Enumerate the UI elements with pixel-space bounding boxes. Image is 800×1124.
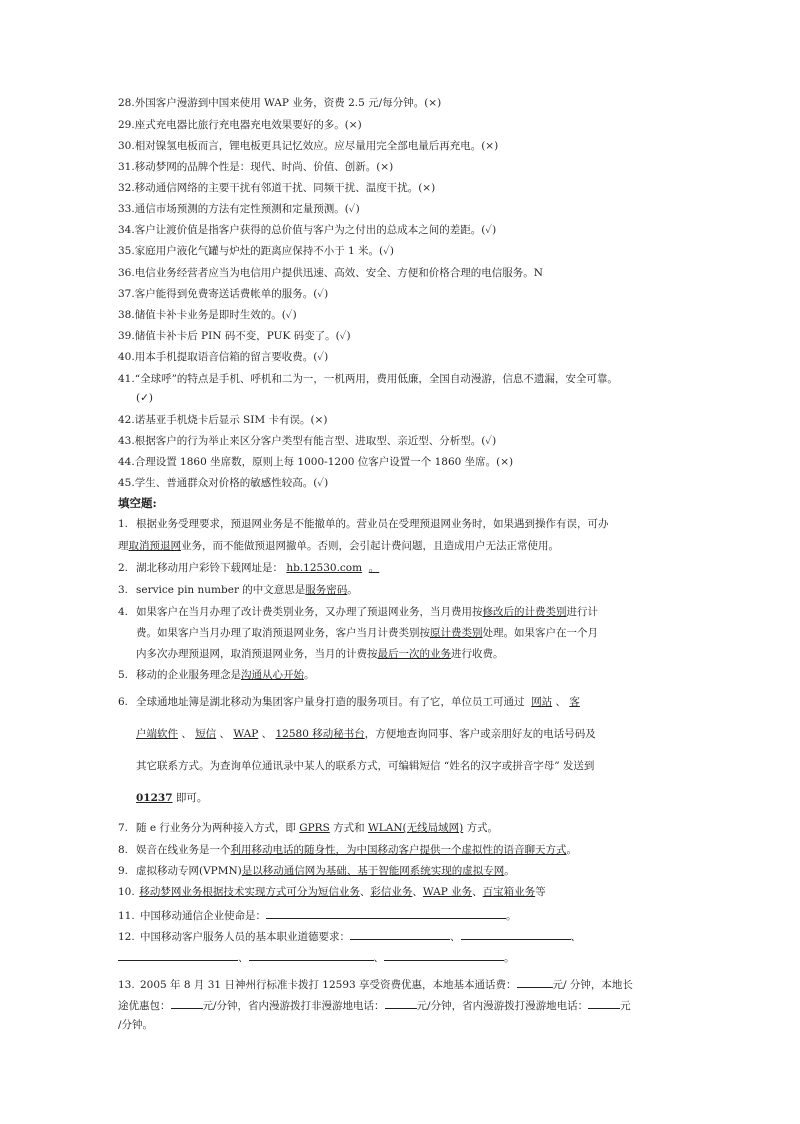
q8-number: 8. — [118, 844, 129, 856]
q11-blank[interactable] — [266, 907, 506, 919]
q10-answer-3: WAP 业务 — [422, 886, 473, 898]
tf-item-41-answer: (✓) — [136, 392, 153, 404]
q12-tail: 。 — [504, 952, 515, 964]
q4-line2 — [136, 626, 688, 640]
q7-text-a: 随 e 行业务分为两种接入方式，即 — [136, 822, 296, 834]
q7-line — [118, 821, 688, 835]
q6-line1: 6. 全球通地址簿是湖北移动为集团客户量身打造的服务项目。有了它，单位员工可通过 网站 、 客 — [118, 696, 580, 708]
q12-sep-3: 、 — [238, 952, 249, 964]
q6-line2: 户端软件 、 短信 、 WAP 、 12580 移动秘书台，方便地查询同事、客户或亲朋好友的电话号码及 — [136, 728, 596, 740]
tf-item-28: 28.外国客户漫游到中国来使用 WAP 业务，资费 2.5 元/每分钟。(×) — [118, 97, 442, 109]
q2-text: 湖北移动用户彩铃下载网址是： — [136, 562, 283, 574]
tf-item-43: 43.根据客户的行为举止来区分客户类型有能言型、进取型、亲近型、分析型。(✓) — [118, 435, 497, 447]
q7-answer-2: WLAN(无线局域网) — [367, 822, 464, 834]
q12-sep-4: 、 — [373, 952, 384, 964]
q8-tail: 。 — [566, 844, 577, 856]
tf-item-34: 34.客户让渡价值是指客户获得的总价值与客户为之付出的总成本之间的差距。(✓) — [118, 224, 497, 236]
q12-text: 中国移动客户服务人员的基本职业道德要求： — [140, 931, 350, 943]
q4-number: 4. — [118, 606, 129, 618]
q6-text-a: 全球通地址簿是湖北移动为集团客户量身打造的服务项目。有了它，单位员工可通过 — [136, 696, 525, 708]
q6-answer-5: 12580 移动秘书台 — [275, 728, 365, 740]
q3-number: 3. — [118, 584, 129, 596]
tf-item-31: 31.移动梦网的品牌个性是：现代、时尚、价值、创新。(×) — [118, 161, 394, 173]
q10-text: 移动梦网业务根据技术实现方式可分为 — [139, 886, 318, 898]
q3-text: service pin number 的中文意思是 — [136, 584, 306, 596]
q11-number: 11. — [118, 910, 135, 922]
q4-text-b: 费。如果客户当月办理了取消预退网业务，客户当月计费类别按 — [136, 627, 430, 639]
q4-line3 — [136, 647, 688, 661]
q1-text-b: 理 — [118, 540, 129, 552]
q8-line — [118, 843, 688, 857]
q4-answer-b: 原计费类别 — [430, 627, 483, 639]
q1-line1 — [118, 517, 688, 531]
q11-tail: 。 — [506, 910, 517, 922]
q6-line3: 其它联系方式。为查询单位通讯录中某人的联系方式，可编辑短信 “姓名的汉字或拼音字母” 发送到 — [136, 760, 595, 772]
q12-blank-4[interactable] — [249, 949, 374, 961]
q4-text-b-rest: 处理。如果客户在一个月 — [482, 627, 598, 639]
q4-answer-a: 修改后的计费类别 — [482, 606, 567, 618]
q6-text-b-rest: ，方便地查询同事、客户或亲朋好友的电话号码及 — [364, 728, 596, 740]
q12-sep-2: 、 — [570, 931, 581, 943]
q2-number: 2. — [118, 562, 129, 574]
q4-text-a-rest: 进行计 — [566, 606, 598, 618]
q2-answer: hb.12530.com — [286, 562, 363, 574]
q13-blank-4[interactable] — [588, 997, 620, 1009]
q13-text-a-tail: 元/ 分钟，本地长 — [552, 979, 633, 991]
tf-item-38: 38.储值卡补卡业务是即时生效的。(✓) — [118, 309, 297, 321]
q5-number: 5. — [118, 669, 129, 681]
q13-text-a: 2005 年 8 月 31 日神州行标准卡拨打 12593 享受资费优惠，本地基本通话费： — [140, 979, 517, 991]
q5-tail: 。 — [304, 669, 315, 681]
q1-text-b-rest: 业务，而不能做预退网撤单。否则，会引起计费问题，且造成用户无法正常使用。 — [181, 540, 559, 552]
q10-tail: 等 — [535, 886, 546, 898]
q13-text-b3: 元/分钟，省内漫游拨打漫游地电话： — [416, 1000, 589, 1012]
q13-blank-2[interactable] — [171, 997, 203, 1009]
tf-item-36: 36.电信业务经营者应当为电信用户提供迅速、高效、安全、方便和价格合理的电信服务。N — [118, 267, 543, 279]
q4-text-a: 如果客户在当月办理了改计费类别业务，又办理了预退网业务，当月费用按 — [136, 606, 483, 618]
q12-blank-1[interactable] — [350, 928, 450, 940]
q10-answer-4: 百宝箱业务 — [482, 886, 536, 898]
tf-item-39: 39.储值卡补卡后 PIN 码不变，PUK 码变了。(✓) — [118, 330, 351, 342]
q13-text-b2: 元/分钟，省内漫游拨打非漫游地电话： — [202, 1000, 385, 1012]
q7-number: 7. — [118, 822, 129, 834]
q7-answer-1: GPRS — [299, 822, 330, 834]
q13-line1 — [118, 976, 688, 992]
q10-answer-1: 短信业务 — [317, 886, 360, 898]
q10-number: 10. — [118, 886, 135, 898]
q6-answer-2b: 户端软件 — [136, 728, 178, 740]
q8-answer: 利用移动电话的随身性，为中国移动客户提供一个虚拟性的语音聊天方式 — [230, 844, 567, 856]
q11-line — [118, 907, 688, 923]
q12-sep-1: 、 — [450, 931, 461, 943]
q9-text: 虚拟移动专网(VPMN) — [136, 865, 242, 877]
q5-answer: 沟通从心开始 — [241, 669, 304, 681]
q12-line2 — [118, 949, 688, 965]
q13-number: 13. — [118, 979, 135, 991]
tf-item-42: 42.诺基亚手机烧卡后显示 SIM 卡有误。(×) — [118, 414, 328, 426]
q4-text-c-rest: 进行收费。 — [451, 648, 504, 660]
fill-section-header: 填空题: — [118, 496, 157, 510]
q2-line — [118, 561, 688, 575]
tf-item-35: 35.家庭用户液化气罐与炉灶的距离应保持不小于 1 米。(✓) — [118, 245, 395, 257]
q6-answer-2a: 客 — [569, 696, 580, 708]
q13-text-b4: 元 — [620, 1000, 631, 1012]
q9-line — [118, 864, 688, 878]
q13-line2 — [118, 997, 688, 1013]
tf-item-41: 41.“全球呼”的特点是手机、呼机和二为一，一机两用，费用低廉，全国自动漫游，信息不遗漏，安全可靠。 — [118, 373, 618, 385]
q9-answer: 是以移动通信网为基础、基于智能网系统实现的虚拟专网 — [241, 865, 505, 877]
q13-blank-3[interactable] — [385, 997, 417, 1009]
q6-answer-1: 网站 — [531, 696, 553, 708]
q11-text: 中国移动通信企业使命是： — [140, 910, 266, 922]
q6-line4 — [136, 791, 688, 805]
q13-text-b1: 途优惠包： — [118, 1000, 171, 1012]
q12-blank-5[interactable] — [384, 949, 504, 961]
q5-line — [118, 668, 688, 682]
tf-item-44: 44.合理设置 1860 坐席数，原则上每 1000-1200 位客户设置一个 1860 坐席。(×) — [118, 456, 514, 468]
tf-item-37: 37.客户能得到免费寄送话费帐单的服务。(✓) — [118, 288, 329, 300]
q4-answer-c: 最后一次的业务 — [377, 648, 451, 660]
q3-line — [118, 583, 688, 597]
q13-blank-1[interactable] — [517, 976, 553, 988]
q6-text-d-rest: 即可。 — [175, 792, 208, 804]
q1-text-a: 根据业务受理要求，预退网业务是不能撤单的。营业员在受理预退网业务时，如果遇到操作有误，可办 — [136, 518, 609, 530]
q1-line2 — [118, 539, 688, 553]
q12-blank-2[interactable] — [461, 928, 571, 940]
q6-answer-6: 01237 — [136, 792, 173, 804]
q2-tail: 。 — [368, 562, 380, 574]
q1-answer: 取消预退网 — [128, 540, 181, 552]
tf-item-30: 30.相对镍氢电板而言，锂电板更具记忆效应。应尽量用完全部电量后再充电。(×) — [118, 140, 499, 152]
q7-text-c: 方式。 — [466, 822, 499, 834]
q4-line1 — [118, 605, 688, 619]
tf-item-32: 32.移动通信网络的主要干扰有邻道干扰、同频干扰、温度干扰。(×) — [118, 182, 436, 194]
tf-item-45: 45.学生、普通群众对价格的敏感性较高。(✓) — [118, 477, 329, 489]
q10-line: 10. 移动梦网业务根据技术实现方式可分为短信业务、彩信业务、WAP 业务、百宝箱业务等 — [118, 886, 546, 898]
q12-blank-3[interactable] — [118, 949, 238, 961]
q5-text: 移动的企业服务理念是 — [136, 669, 241, 681]
tf-item-40: 40.用本手机提取语音信箱的留言要收费。(✓) — [118, 351, 329, 363]
q10-answer-2: 彩信业务 — [370, 886, 413, 898]
q12-number: 12. — [118, 931, 135, 943]
q6-number: 6. — [118, 696, 129, 708]
q6-answer-3: 短信 — [195, 728, 217, 740]
tf-item-29: 29.座式充电器比旅行充电器充电效果要好的多。(×) — [118, 119, 362, 131]
q8-text: 娱音在线业务是一个 — [136, 844, 231, 856]
q1-number: 1. — [118, 518, 129, 530]
q4-text-c: 内多次办理预退网，取消预退网业务，当月的计费按 — [136, 648, 378, 660]
q13-line3: /分钟。 — [118, 1019, 154, 1031]
q6-answer-4: WAP — [233, 728, 259, 740]
q3-tail: 。 — [347, 584, 358, 596]
tf-item-33: 33.通信市场预测的方法有定性预测和定量预测。(✓) — [118, 203, 360, 215]
q12-line1 — [118, 928, 688, 944]
q9-tail: 。 — [504, 865, 515, 877]
q7-text-b: 方式和 — [333, 822, 365, 834]
q3-answer: 服务密码 — [305, 584, 348, 596]
q9-number: 9. — [118, 865, 129, 877]
